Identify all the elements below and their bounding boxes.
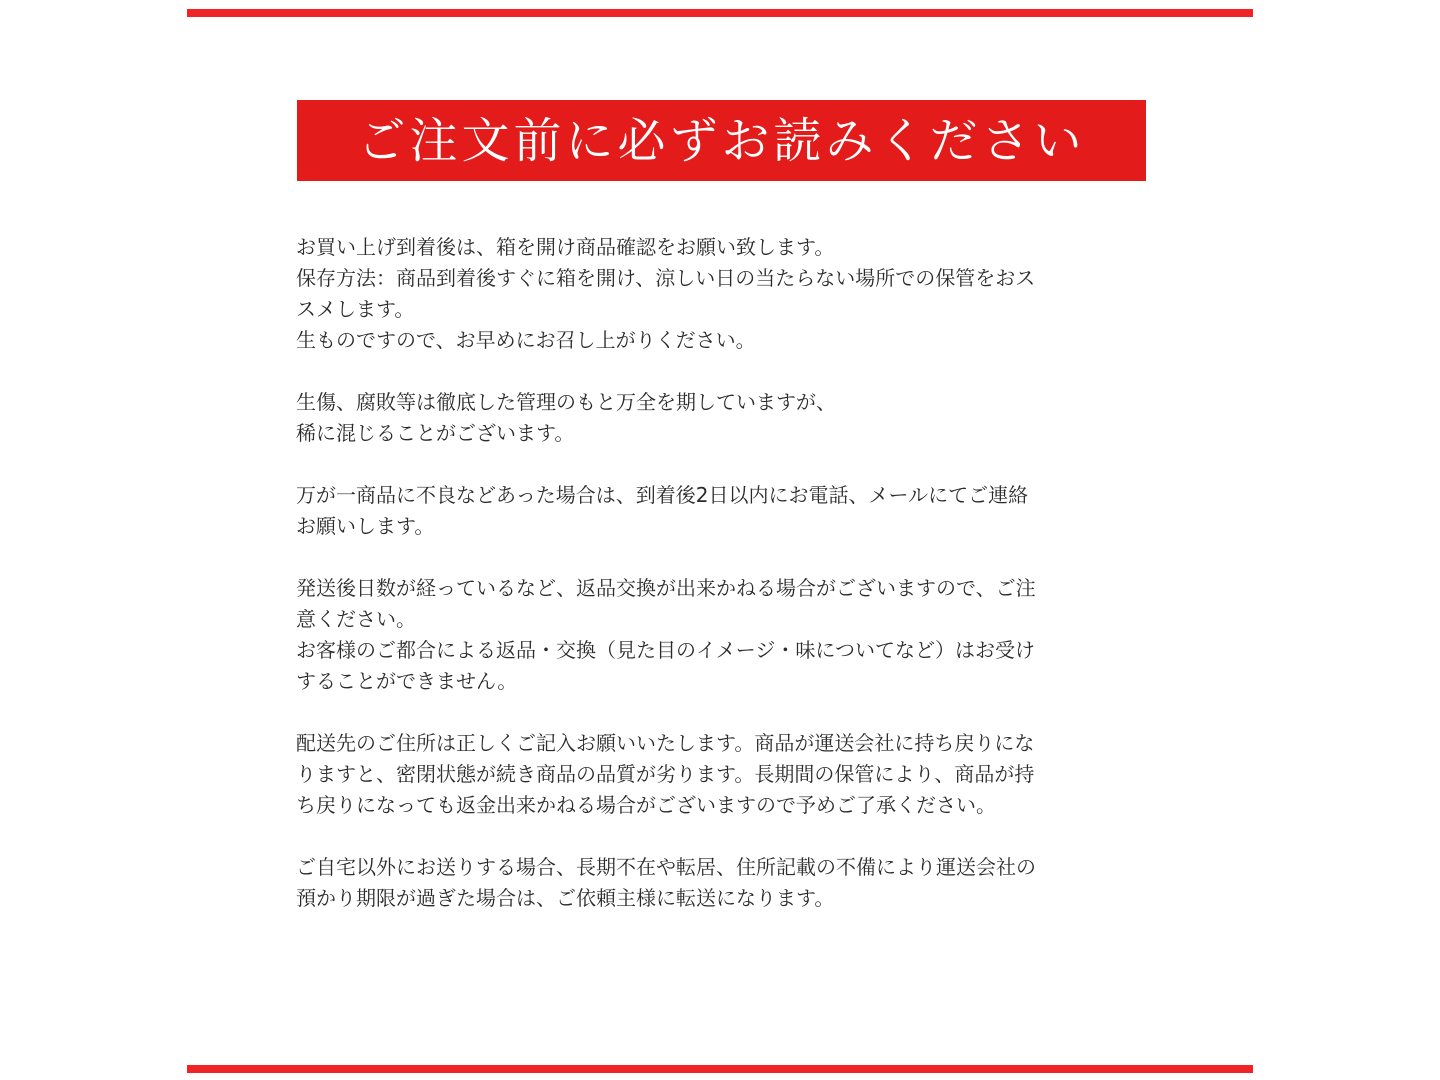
notice-body — [296, 232, 1146, 945]
text-line: 意ください。 — [296, 607, 416, 631]
text-line: ご自宅以外にお送りする場合、長期不在や転居、住所記載の不備により運送会社の — [296, 855, 1036, 879]
text-line: することができません。 — [296, 669, 518, 693]
text-line: お願いします。 — [296, 514, 435, 538]
text-line: 生傷、腐敗等は徹底した管理のもと万全を期していますが、 — [296, 390, 836, 414]
paragraph-returns — [296, 573, 1146, 697]
text-line: 発送後日数が経っているなど、返品交換が出来かねる場合がございますので、ご注 — [296, 576, 1036, 600]
banner-title: ご注文前に必ずお読みください — [357, 112, 1086, 169]
text-line: ち戻りになっても返金出来かねる場合がございますので予めご了承ください。 — [296, 793, 996, 817]
paragraph-forwarding — [296, 852, 1146, 914]
text-line: お客様のご都合による返品・交換（見た目のイメージ・味についてなど）はお受け — [296, 638, 1035, 662]
paragraph-receipt-storage — [296, 232, 1146, 356]
title-banner — [297, 100, 1146, 181]
paragraph-quality — [296, 387, 1146, 449]
text-line: 生ものですので、お早めにお召し上がりください。 — [296, 328, 756, 352]
text-line: 稀に混じることがございます。 — [296, 421, 575, 445]
text-line: 預かり期限が過ぎた場合は、ご依頼主様に転送になります。 — [296, 886, 835, 910]
text-line: 配送先のご住所は正しくご記入お願いいたします。商品が運送会社に持ち戻りにな — [296, 731, 1035, 755]
paragraph-address — [296, 728, 1146, 821]
text-line: 保存方法：商品到着後すぐに箱を開け、涼しい日の当たらない場所での保管をおス — [296, 266, 1036, 290]
top-red-rule — [187, 9, 1253, 17]
text-line: お買い上げ到着後は、箱を開け商品確認をお願い致します。 — [296, 235, 835, 259]
paragraph-defects — [296, 480, 1146, 542]
text-line: 万が一商品に不良などあった場合は、到着後2日以内にお電話、メールにてご連絡 — [296, 483, 1029, 507]
bottom-red-rule — [187, 1065, 1253, 1073]
text-line: りますと、密閉状態が続き商品の品質が劣ります。長期間の保管により、商品が持 — [296, 762, 1035, 786]
text-line: スメします。 — [296, 297, 415, 321]
